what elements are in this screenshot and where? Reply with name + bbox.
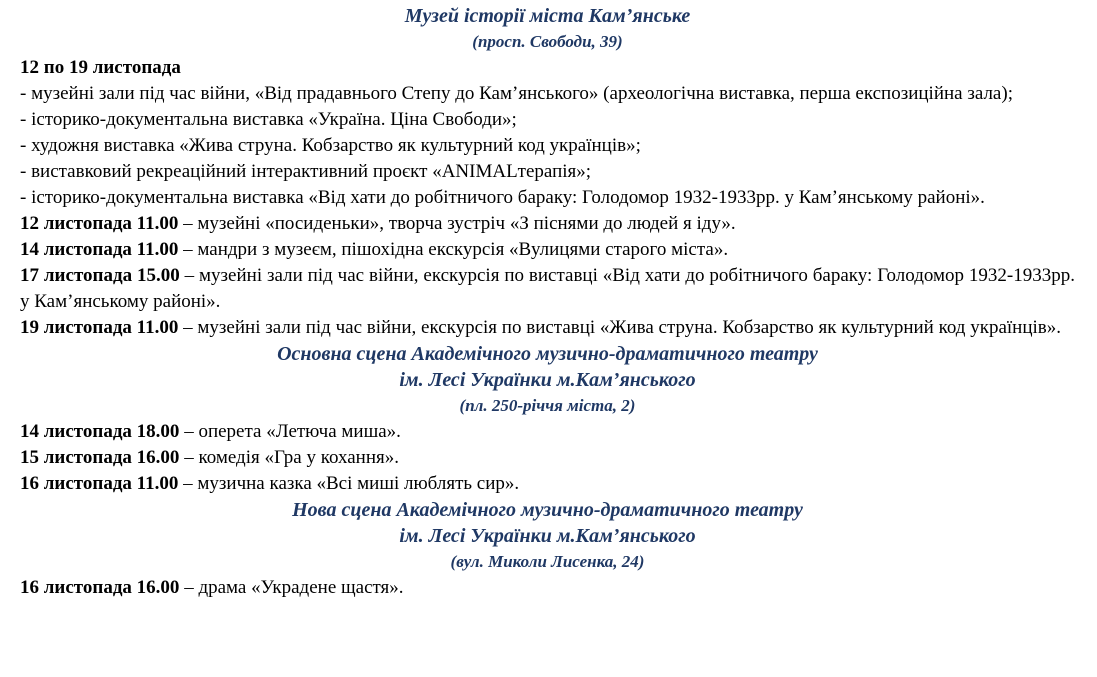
venue-address: (вул. Миколи Лисенка, 24) [450, 552, 645, 571]
event-description: – музична казка «Всі миші люблять сир». [178, 473, 520, 494]
exhibit-item: - історико-документальна виставка «Від хати до робітничого бараку: Голодомор 1932-1933рр. у Кам’янському районі». [20, 187, 985, 208]
event-datetime: 16 листопада 11.00 [20, 473, 179, 494]
venue-title: Нова сцена Академічного музично-драматичного театру [292, 499, 803, 521]
venue-title-line2: ім. Лесі Українки м.Кам’янського [399, 369, 696, 391]
venue-title: Основна сцена Академічного музично-драматичного театру [277, 343, 818, 365]
event-datetime: 16 листопада 16.00 [20, 577, 180, 598]
venue-address: (пл. 250-річчя міста, 2) [459, 396, 636, 415]
venue-title-line2: ім. Лесі Українки м.Кам’янського [399, 525, 696, 547]
event-item [20, 237, 1075, 263]
event-description: – комедія «Гра у кохання». [179, 447, 400, 468]
event-item [20, 211, 1075, 237]
event-description: – музейні зали під час війни, екскурсія по виставці «Від хати до робітничого бараку: Голодомор 1932-1933рр. у Кам’янському районі». [20, 265, 1075, 312]
event-description: – музейні зали під час війни, екскурсія по виставці «Жива струна. Кобзарство як культурний код українців». [178, 317, 1061, 338]
event-item [20, 315, 1075, 341]
event-item [20, 263, 1075, 315]
event-datetime: 12 листопада 11.00 [20, 213, 179, 234]
exhibit-item: - художня виставка «Жива струна. Кобзарство як культурний код українців»; [20, 135, 641, 156]
museum-address: (просп. Свободи, 39) [472, 32, 623, 51]
event-datetime: 17 листопада 15.00 [20, 265, 180, 286]
event-item [20, 445, 1075, 471]
event-description: – мандри з музеєм, пішохідна екскурсія «Вулицями старого міста». [178, 239, 729, 260]
exhibit-item: - історико-документальна виставка «Україна. Ціна Свободи»; [20, 109, 517, 130]
event-datetime: 15 листопада 16.00 [20, 447, 180, 468]
exhibit-item: - музейні зали під час війни, «Від прадавнього Степу до Кам’янського» (археологічна виставка, перша експозиційна зала); [20, 83, 1013, 104]
date-range-heading: 12 по 19 листопада [20, 57, 181, 78]
event-description: – музейні «посиденьки», творча зустріч «З піснями до людей я іду». [178, 213, 736, 234]
event-datetime: 14 листопада 18.00 [20, 421, 180, 442]
exhibit-item: - виставковий рекреаційний інтерактивний проєкт «ANIMALтерапія»; [20, 161, 592, 182]
event-item [20, 419, 1075, 445]
event-datetime: 14 листопада 11.00 [20, 239, 179, 260]
museum-title: Музей історії міста Кам’янське [404, 5, 691, 27]
event-item [20, 471, 1075, 497]
event-datetime: 19 листопада 11.00 [20, 317, 179, 338]
event-item [20, 575, 1075, 601]
event-description: – драма «Украдене щастя». [179, 577, 404, 598]
event-description: – оперета «Летюча миша». [179, 421, 401, 442]
